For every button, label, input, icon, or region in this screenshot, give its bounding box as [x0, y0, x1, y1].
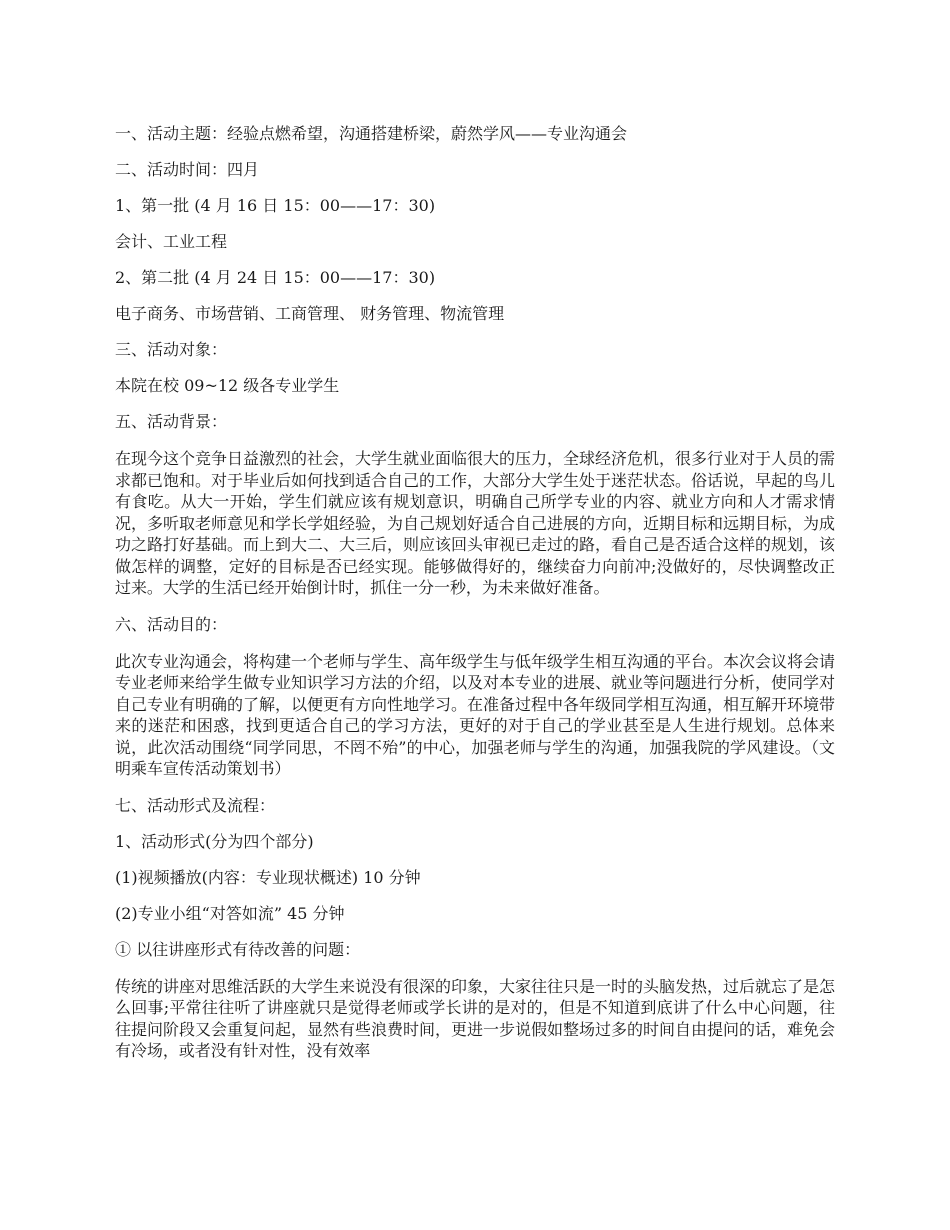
batch-two: 2、第二批 (4 月 24 日 15：00——17：30): [115, 268, 436, 287]
heading-purpose: 六、活动目的：: [115, 614, 228, 634]
heading-format: 七、活动形式及流程：: [115, 795, 276, 815]
document-page: [115, 124, 835, 1078]
batch-one-majors: 会计、工业工程: [115, 232, 228, 251]
background-paragraph: 在现今这个竞争日益激烈的社会，大学生就业面临很大的压力，全球经济危机，很多行业对于人员的需求都已饱和。对于毕业后如何找到适合自己的工作，大部分大学生处于迷茫状态。俗话说，早起的鸟儿有食吃。从大一开始，学生们就应该有规划意识，明确自己所学专业的内容、就业方向和人才需求情况，多听取老师意见和学长学姐经验，为自己规划好适合自己进展的方向，近期目标和远期目标，为成功之路打好基础。而上到大二、大三后，则应该回头审视已走过的路，看自己是否适合这样的规划，该做怎样的调整，定好的目标是否已经实现。能够做得好的，继续奋力向前冲;没做好的，尽快调整改正过来。大学的生活已经开始倒计时，抓住一分一秒，为未来做好准备。: [115, 449, 835, 597]
format-item-video: (1)视频播放(内容：专业现状概述) 10 分钟: [115, 867, 421, 887]
issues-paragraph: 传统的讲座对思维活跃的大学生来说没有很深的印象，大家往往只是一时的头脑发热，过后就忘了是怎么回事;平常往往听了讲座就只是觉得老师或学长讲的是对的，但是不知道到底讲了什么中心问题，往往提问阶段又会重复问起，显然有些浪费时间，更进一步说假如整场过多的时间自由提问的话，难免会有冷场，或者没有针对性，没有效率: [115, 976, 835, 1060]
purpose-paragraph: 此次专业沟通会，将构建一个老师与学生、高年级学生与低年级学生相互沟通的平台。本次会议将会请专业老师来给学生做专业知识学习方法的介绍，以及对本专业的进展、就业等问题进行分析，使同学对自己专业有明确的了解，以便更有方向性地学习。在准备过程中各年级同学相互沟通，相互解开环境带来的迷茫和困惑，找到更适合自己的学习方法，更好的对于自己的学业甚至是人生进行规划。总体来说，此次活动围绕“同学同思，不罔不殆”的中心，加强老师与学生的沟通，加强我院的学风建设。（文明乘车宣传活动策划书）: [115, 651, 835, 778]
heading-background: 五、活动背景：: [115, 412, 228, 431]
audience-text: 本院在校 09~12 级各专业学生: [115, 376, 340, 395]
heading-theme: 一、活动主题：经验点燃希望，沟通搭建桥梁，蔚然学风——专业沟通会: [115, 124, 628, 143]
heading-audience: 三、活动对象：: [115, 340, 228, 359]
heading-time: 二、活动时间：四月: [115, 160, 260, 179]
issues-heading: ① 以往讲座形式有待改善的问题：: [115, 939, 361, 959]
batch-two-majors: 电子商务、市场营销、工商管理、 财务管理、物流管理: [115, 304, 505, 323]
batch-one: 1、第一批 (4 月 16 日 15：00——17：30): [115, 196, 436, 215]
format-item-qa: (2)专业小组“对答如流” 45 分钟: [115, 903, 345, 923]
format-parts: 1、活动形式(分为四个部分): [115, 831, 314, 851]
